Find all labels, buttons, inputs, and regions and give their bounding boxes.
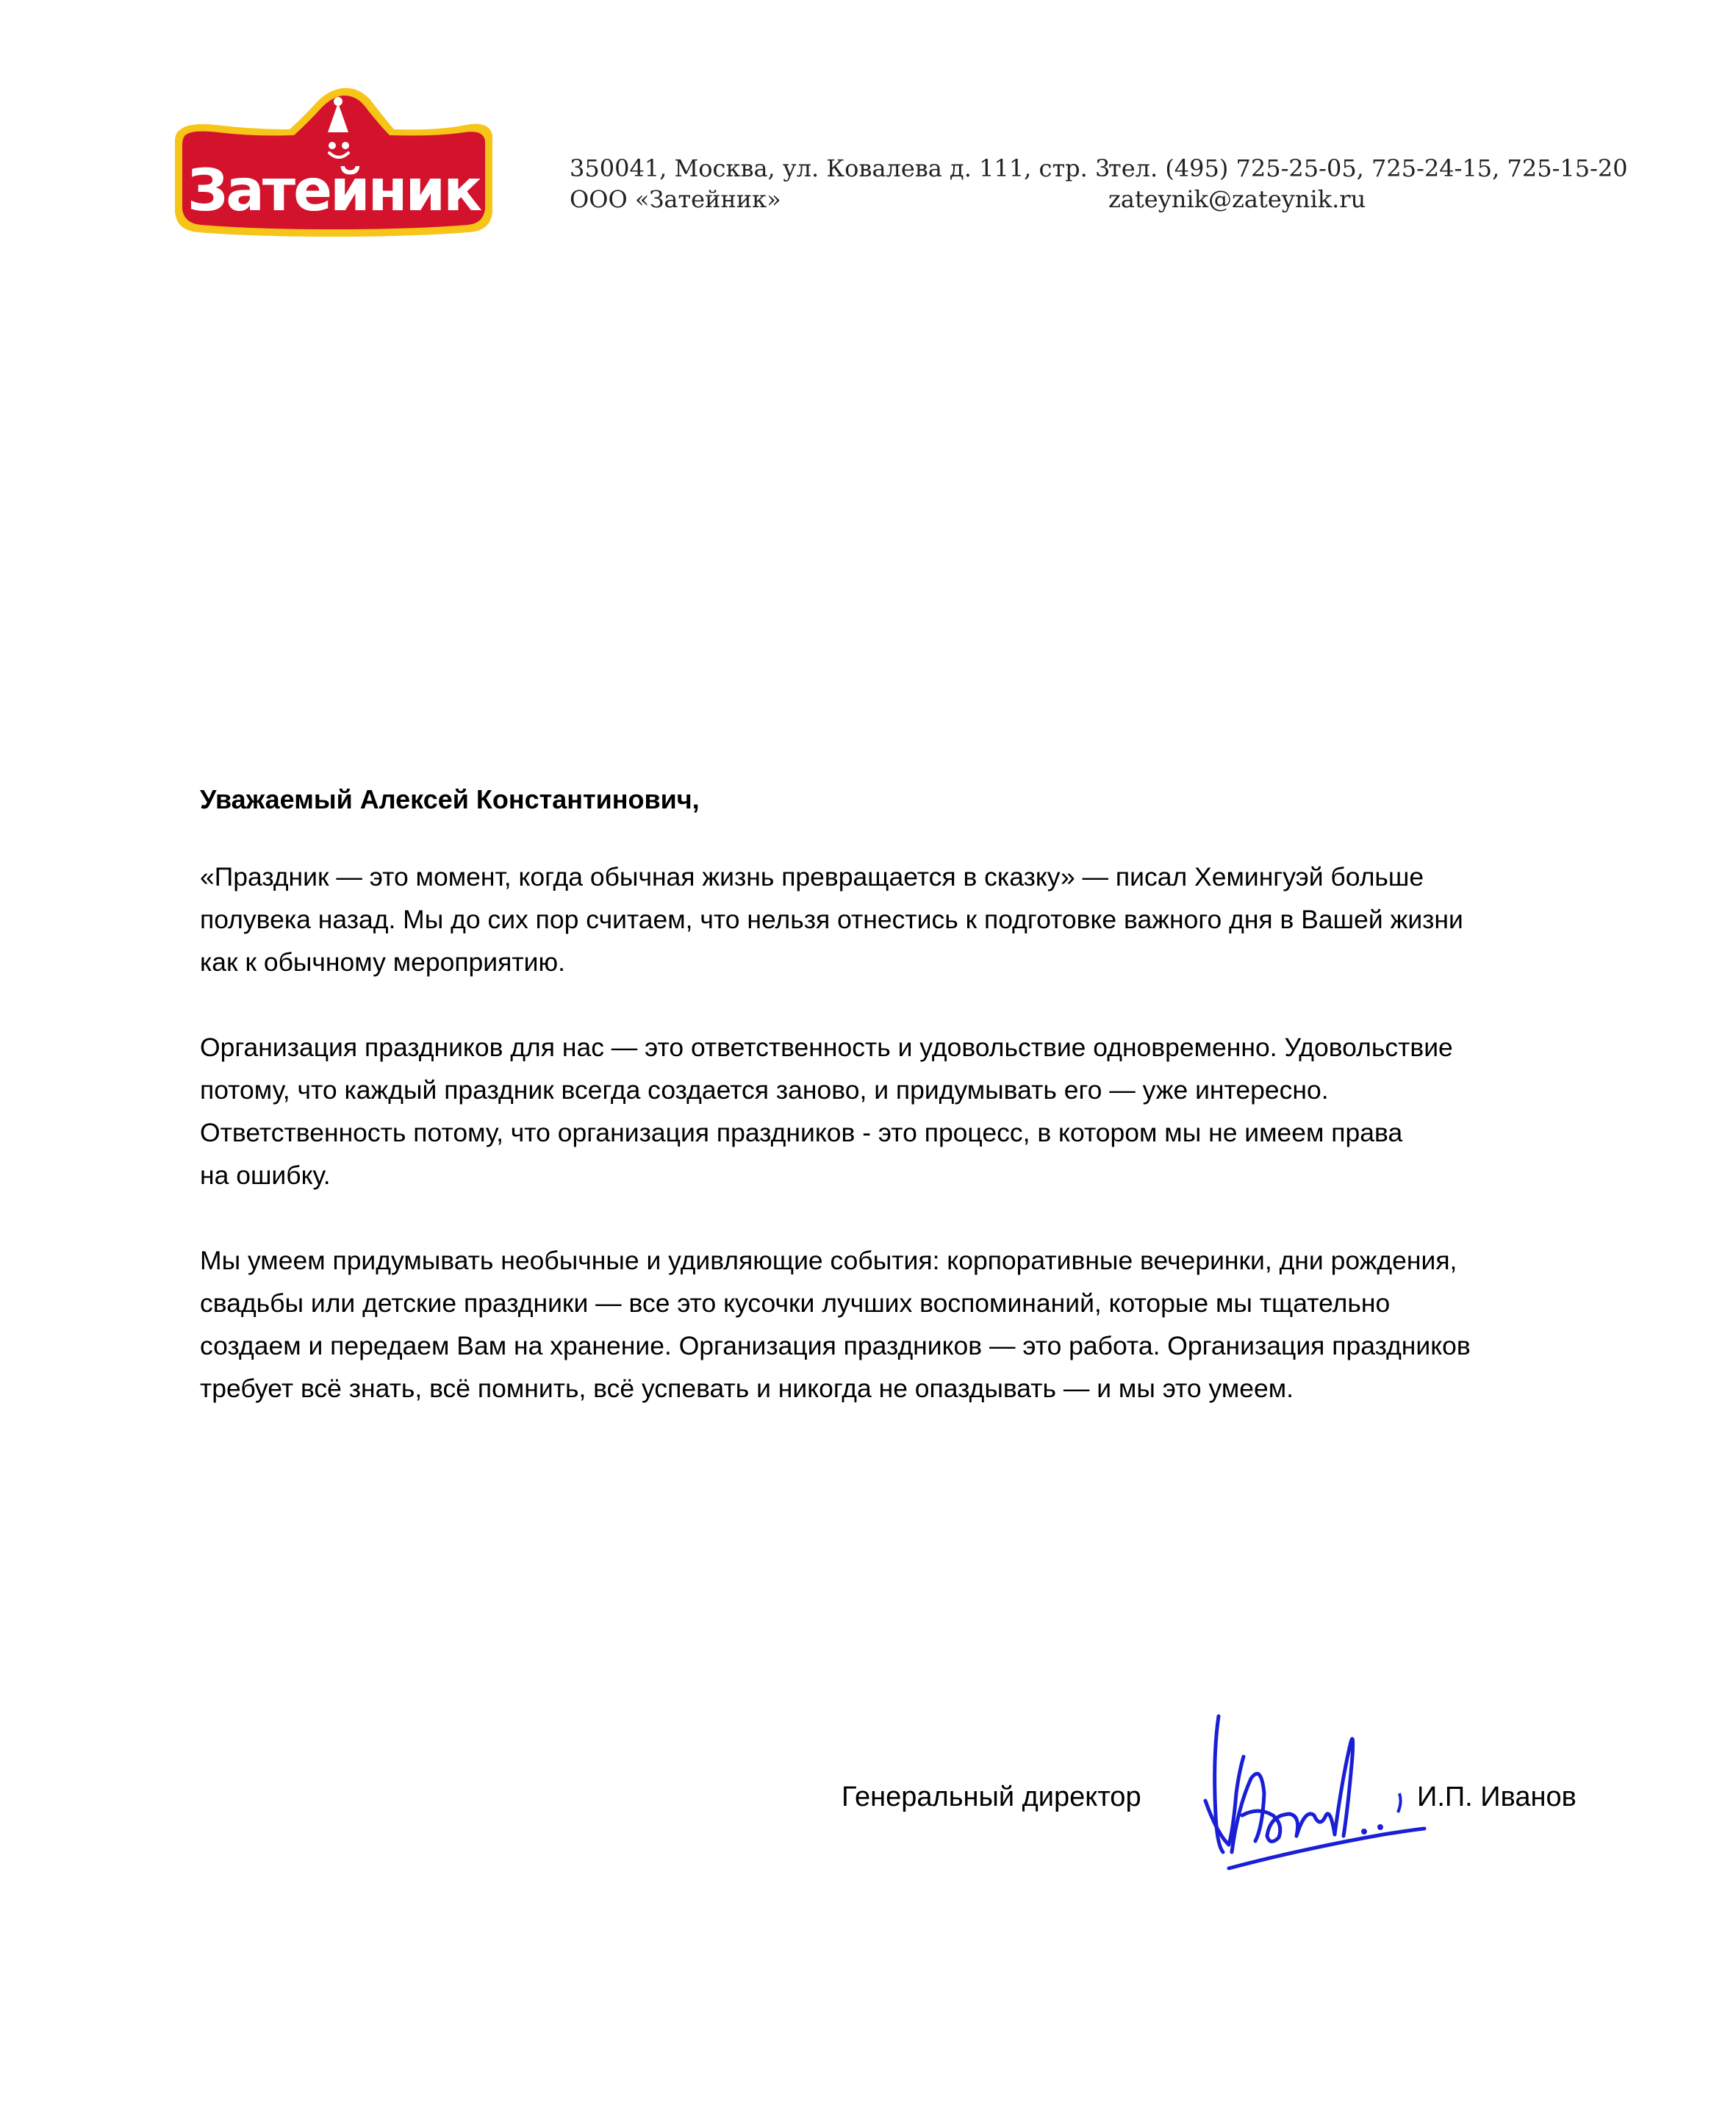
header-address: 350041, Москва, ул. Ковалева д. 111, стр. 3 (570, 154, 1111, 182)
paragraph-line: «Праздник — это момент, когда обычная жизнь превращается в сказку» — писал Хемингуэй больше (200, 862, 1424, 892)
header-email: zateynik@zateynik.ru (1108, 185, 1366, 213)
paragraph-line: полувека назад. Мы до сих пор считаем, что нельзя отнестись к подготовке важного дня в Вашей жизни (200, 905, 1463, 934)
paragraph-line: потому, что каждый праздник всегда создается заново, и придумывать его — уже интересно. (200, 1075, 1329, 1105)
header-phone: тел. (495) 725-25-05, 725-24-15, 725-15-20 (1108, 154, 1628, 182)
signatory-position: Генеральный директор (842, 1782, 1141, 1812)
paragraph-line: требует всё знать, всё помнить, всё успевать и никогда не опаздывать — и мы это умеем. (200, 1374, 1294, 1403)
signatory-name: И.П. Иванов (1417, 1782, 1577, 1812)
paragraph-line: Организация праздников для нас — это ответственность и удовольствие одновременно. Удовольствие (200, 1033, 1453, 1062)
logo-eye-left (329, 142, 336, 149)
logo-hat-pompom (334, 97, 342, 106)
logo-wordmark: Затейник (187, 158, 481, 224)
handwritten-signature (1191, 1705, 1433, 1874)
letter-paragraph-1 (200, 856, 1567, 983)
letter-salutation: Уважаемый Алексей Константинович, (200, 784, 700, 814)
letter-paragraph-2 (200, 1026, 1567, 1197)
company-logo (172, 87, 495, 238)
paragraph-line: Ответственность потому, что организация праздников - это процесс, в котором мы не имеем права (200, 1118, 1403, 1147)
letter-paragraph-3 (200, 1239, 1567, 1410)
header-company: ООО «Затейник» (570, 185, 781, 213)
paragraph-line: свадьбы или детские праздники — все это кусочки лучших воспоминаний, которые мы тщательно (200, 1288, 1391, 1318)
header-contact-block (1108, 153, 1628, 215)
logo-eye-right (342, 142, 349, 149)
paragraph-line: как к обычному мероприятию. (200, 947, 565, 977)
letter-body (200, 779, 1567, 1410)
signature-block (0, 1690, 1736, 1882)
header-address-block (570, 153, 1110, 215)
paragraph-line: Мы умеем придумывать необычные и удивляющие события: корпоративные вечеринки, дни рождения, (200, 1246, 1457, 1275)
paragraph-line: на ошибку. (200, 1161, 331, 1190)
paragraph-line: создаем и передаем Вам на хранение. Организация праздников — это работа. Организация праздников (200, 1331, 1471, 1360)
